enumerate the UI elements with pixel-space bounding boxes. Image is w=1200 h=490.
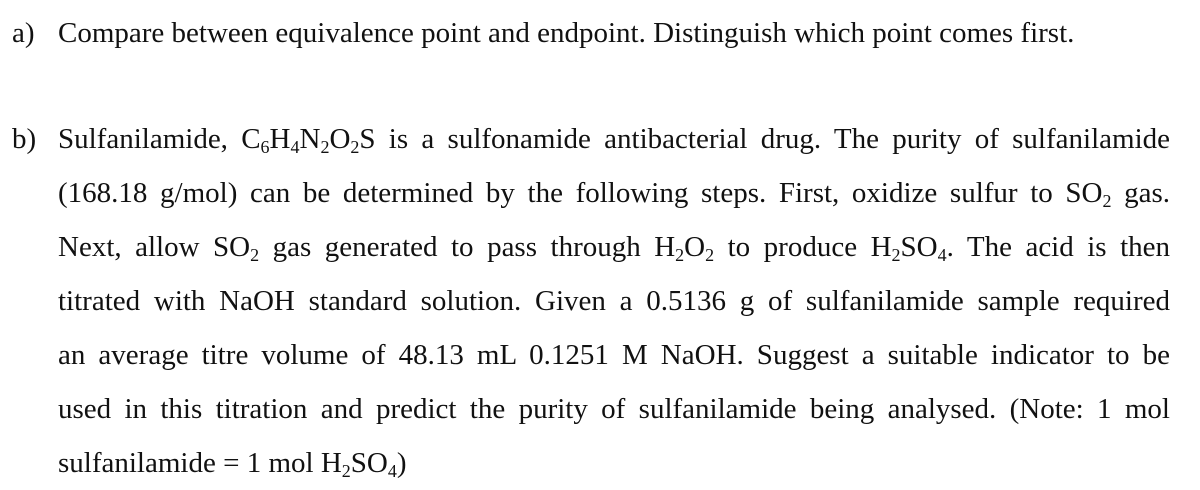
question-b-line-4: titrated with NaOH standard solution. Given a 0.5136 g of sulfanilamide sample required [58, 285, 1170, 317]
question-a-label: a) [12, 17, 35, 49]
question-b-line-7: sulfanilamide = 1 mol $H_2SO_4$) [58, 447, 407, 481]
question-b-text [58, 112, 1170, 490]
question-b-label: b) [12, 123, 37, 155]
question-b-line-2: (168.18 g/mol) can be determined by the following steps. First, oxidize sulfur to $SO_2$ gas. [58, 177, 1170, 211]
question-b-line-6: used in this titration and predict the purity of sulfanilamide being analysed. (Note: 1 mol [58, 393, 1170, 425]
chemical-formula: $C_6H_4N_2O_2S$ [241, 123, 376, 157]
question-b-line-1: Sulfanilamide, $C_6H_4N_2O_2S$ is a sulfonamide antibacterial drug. The purity of sulfanilamide [58, 123, 1170, 157]
question-a-text: Compare between equivalence point and endpoint. Distinguish which point comes first. [58, 17, 1075, 49]
question-b-line-3: Next, allow $SO_2$ gas generated to pass through $H_2O_2$ to produce $H_2SO_4$. The acid is then [58, 231, 1170, 265]
question-b-line-5: an average titre volume of 48.13 mL 0.1251 M NaOH. Suggest a suitable indicator to be [58, 339, 1170, 371]
